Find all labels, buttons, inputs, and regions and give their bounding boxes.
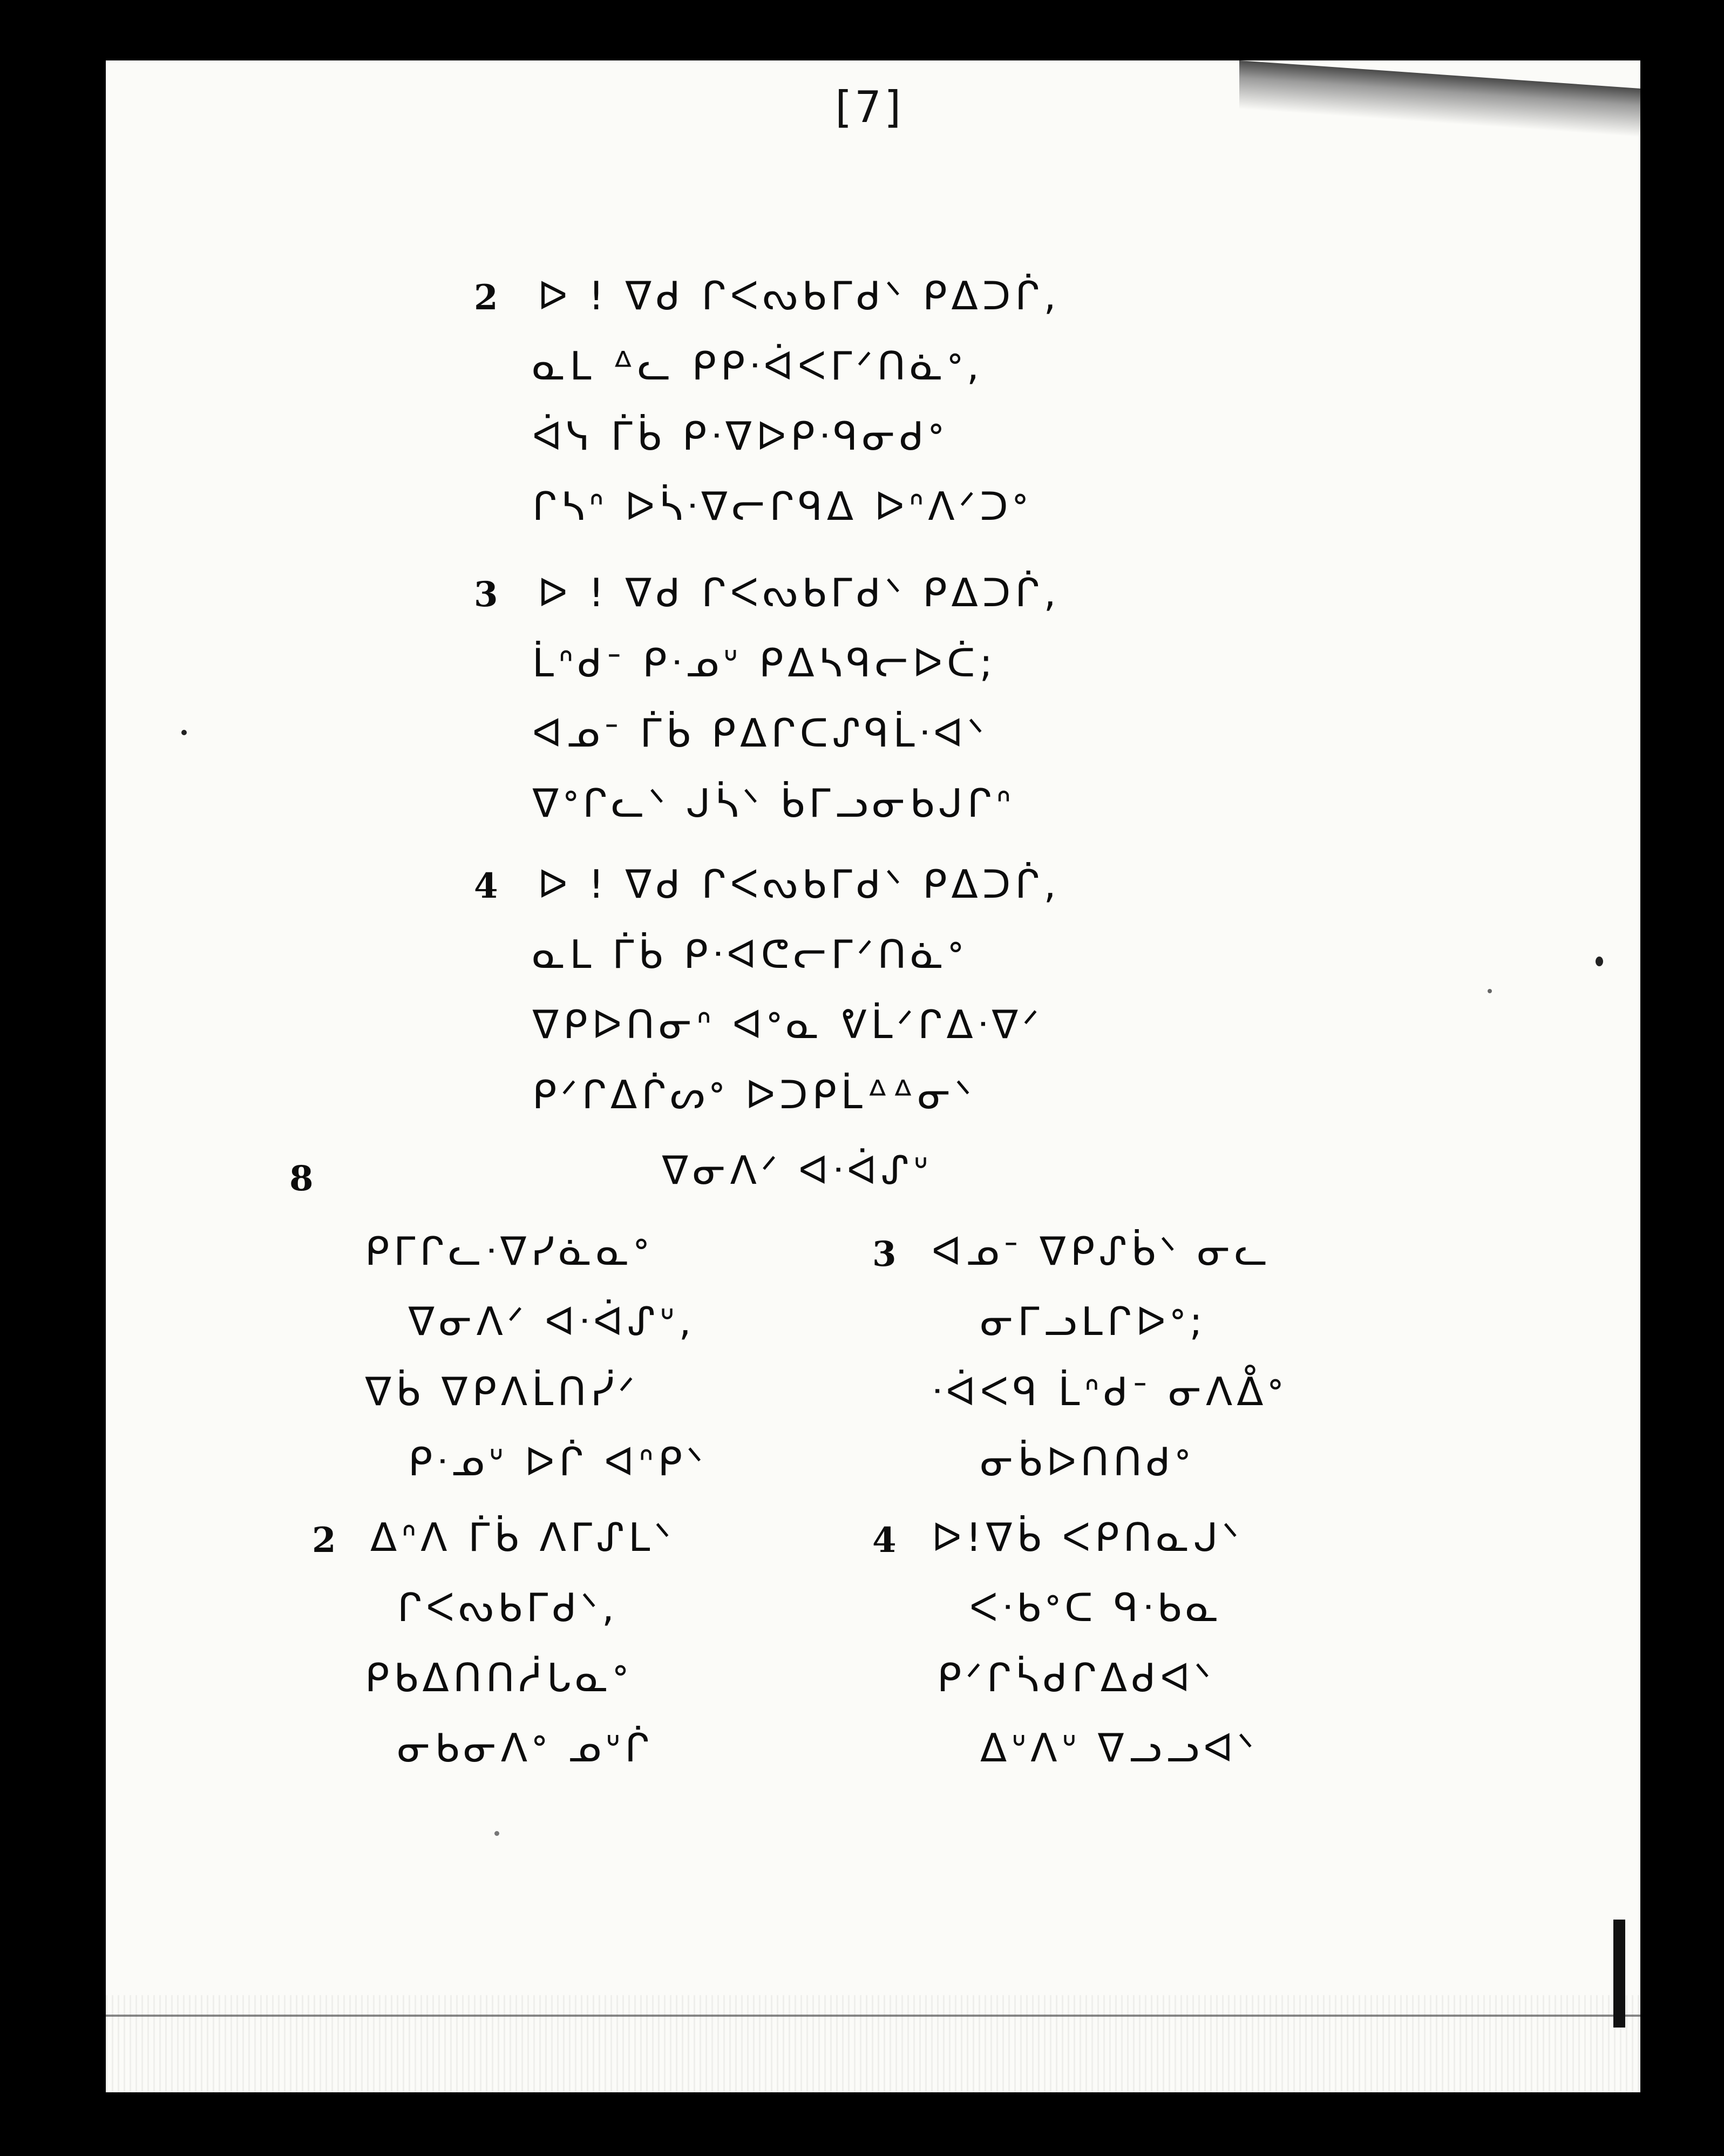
verse-line: ᓂᒥᓗᒪᒋᐅᐤ; [980,1299,1207,1344]
verse-line: ᐁᐤᒋᓚᐠ ᒍᓵᐠ ᑳᒥᓗᓂᑲᒍᒋᐢ [532,781,1015,826]
verse-line: ᒋᐸᔓᑲᒥᑯᐠ, [397,1585,619,1630]
verse-line: ᐁᑭᐅᑎᓂᐢ ᐊᐤᓇ ᕓᒫᐟᒋᐃᐧᐁᐟ [532,1002,1043,1047]
page-number: [7] [829,82,907,132]
binding-mark [1613,1920,1625,2028]
ink-speck [494,1831,499,1836]
verse-line: ᑭᐧᓄᐡ ᐅᒌ ᐊᐢᑭᐠ [408,1439,708,1484]
verse-number: 4 [474,866,498,906]
verse-line: ᐅ ! ᐁᑯ ᒋᐸᔓᑲᒥᑯᐠ ᑭᐃᑐᒌ, [538,273,1061,318]
ink-speck [181,730,187,735]
verse-line: ᐸᐧᑲᐤᑕ ᑫᐧᑲᓇ [969,1585,1223,1630]
verse-line: ᑭᐟᒋᐃᒌᔕᐤ ᐅᑐᑭᒫᐞᐞᓂᐠ [532,1072,976,1117]
ink-speck [1488,989,1492,993]
hymn-number: 8 [289,1158,314,1199]
bottom-edge-line [106,2015,1640,2017]
verse-line: ᐃᐢᐱ ᒦᑳ ᐱᒥᔑᒪᐠ [370,1515,675,1560]
verse-line: ᐊᓄᐨ ᐁᑭᔑᑳᐠ ᓂᓚ [932,1229,1272,1274]
verse-line: ᑭᑲᐃᑎᑎᓲᒐᓇᐤ [365,1655,633,1700]
verse-line: ᐃᐡᐱᐡ ᐁᓗᓗᐊᐠ [980,1725,1259,1771]
torn-corner-shading [1239,60,1640,137]
scanned-page [106,60,1640,2092]
verse-line: ᓇᒪ ᐞᓚ ᑭᑭᐧᐋᐸᒥᐟᑎᓈᐤ, [532,343,983,389]
bottom-edge-noise [106,1995,1640,2092]
verse-line: ᐅ ! ᐁᑯ ᒋᐸᔓᑲᒥᑯᐠ ᑭᐃᑐᒌ, [538,862,1061,907]
hymn-title: ᐁᓂᐱᐟ ᐊᐧᐋᔑᐡ [662,1148,933,1193]
verse-line: ᐁᑳ ᐁᑭᐱᒫᑎᓰᐟ [365,1369,639,1414]
verse-line: ᐁᓂᐱᐟ ᐊᐧᐋᔑᐡ, [408,1299,696,1344]
verse-line: ᐧᐋᐸᑫ ᒫᐢᑯᐨ ᓂᐱᐂᐤ [932,1369,1287,1414]
verse-line: ᐅ!ᐁᑳ ᐸᑭᑎᓇᒍᐠ [932,1515,1244,1560]
verse-line: ᓇᒪ ᒦᑳ ᑭᐧᐊᕦᓕᒥᐟᑎᓈᐤ [532,932,968,977]
verse-line: ᒫᐢᑯᐨ ᑭᐧᓄᐡ ᑭᐃᓴᑫᓕᐅᑖ; [532,640,997,686]
verse-line: ᐊᓄᐨ ᒦᑳ ᑭᐃᒋᑕᔑᑫᒫᐧᐊᐠ [532,710,989,756]
verse-line: ᑭᐟᒋᓵᑯᒋᐃᑯᐊᐠ [937,1655,1216,1700]
verse-number: 3 [872,1234,897,1274]
verse-number: 4 [872,1520,897,1561]
ink-speck [1596,957,1603,966]
verse-line: ᒋᓴᐢ ᐅᓵᐧᐁᓕᒋᑫᐃ ᐅᐢᐱᐟᑐᐤ [532,484,1032,529]
verse-number: 3 [474,574,498,615]
verse-line: ᑭᒥᒋᓚᐧᐁᓯᓈᓇᐤ [365,1229,653,1274]
verse-line: ᐅ ! ᐁᑯ ᒋᐸᔓᑲᒥᑯᐠ ᑭᐃᑐᒌ, [538,570,1061,615]
verse-number: 2 [474,277,498,318]
verse-line: ᓂᑳᐅᑎᑎᑯᐤ [980,1439,1194,1484]
verse-line: ᐋᓭ ᒦᑳ ᑭᐧᐁᐅᑭᐧᑫᓂᑯᐤ [532,413,948,459]
verse-line: ᓂᑲᓂᐱᐤ ᓄᐡᒌ [397,1725,654,1771]
verse-number: 2 [312,1520,336,1561]
